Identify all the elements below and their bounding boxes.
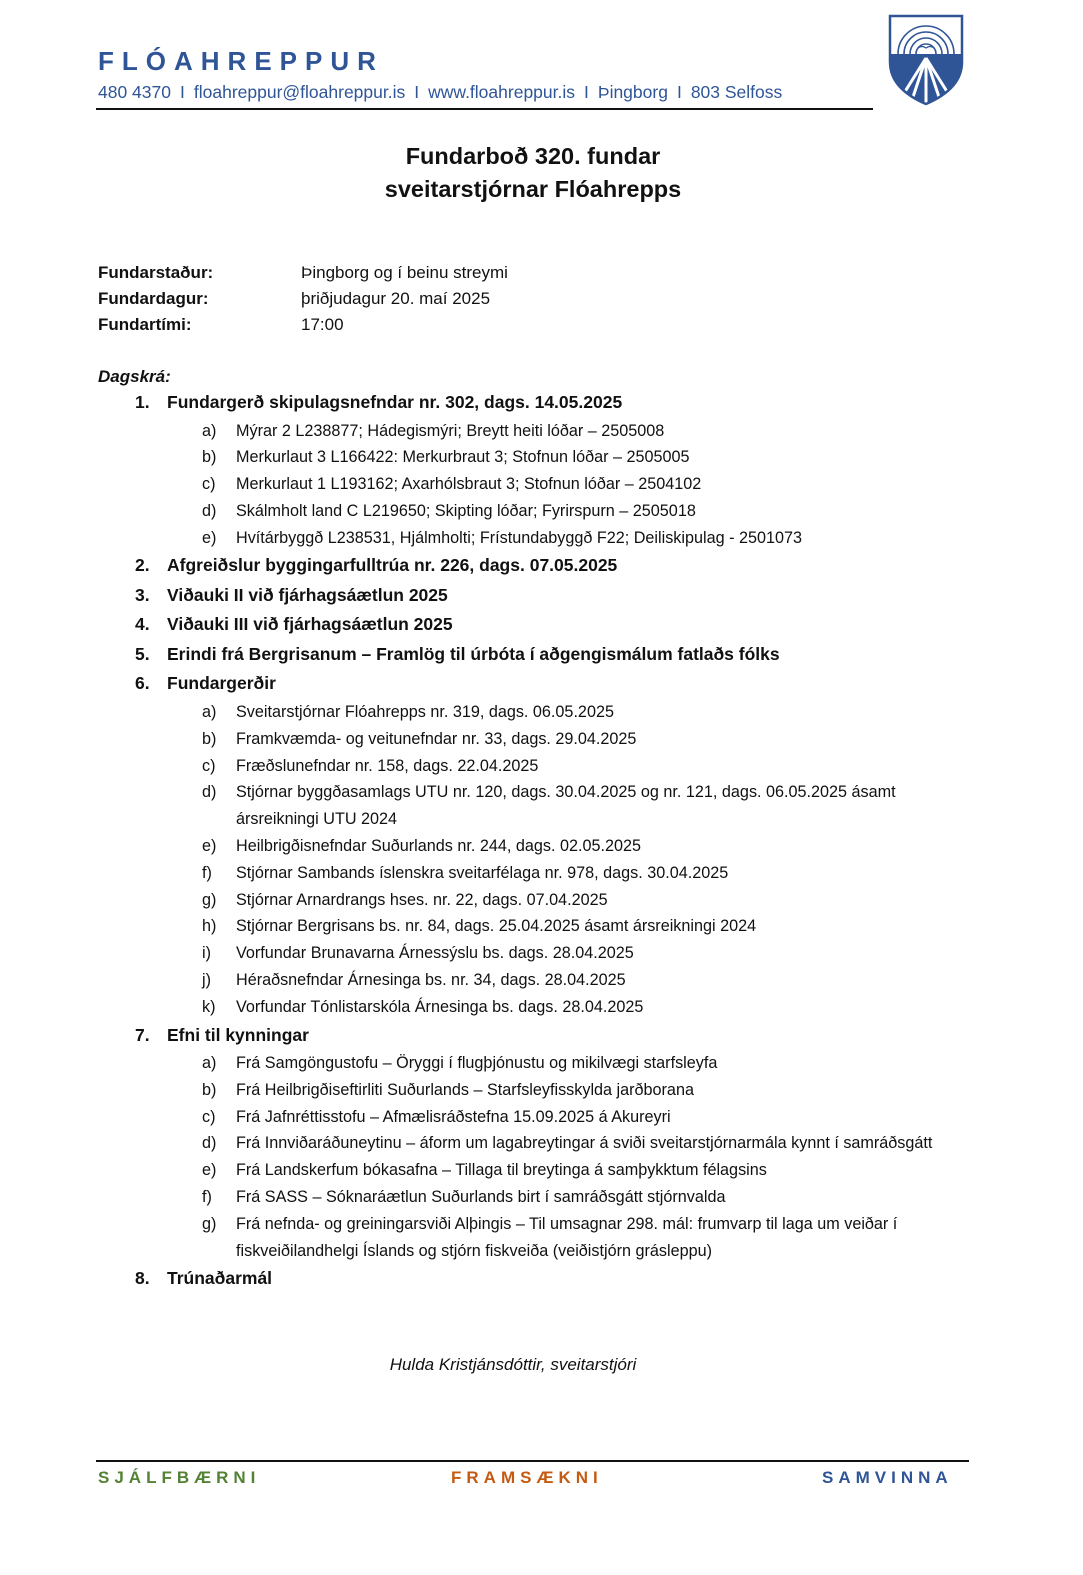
agenda-subitem	[98, 940, 968, 967]
agenda-subitem	[98, 1211, 968, 1265]
meta-label: Fundartími:	[98, 315, 192, 334]
agenda-subitem-text: Frá Samgöngustofu – Öryggi í flugþjónustu og mikilvægi starfsleyfa	[236, 1054, 718, 1073]
agenda-subitem-letter: a)	[202, 702, 217, 721]
agenda-subitem-letter: f)	[202, 1188, 212, 1207]
place: Þingborg	[597, 82, 668, 102]
agenda-subitem	[98, 994, 968, 1021]
meta-label: Fundardagur:	[98, 289, 209, 308]
agenda	[98, 366, 968, 1294]
signature: Hulda Kristjánsdóttir, sveitarstjóri	[389, 1355, 637, 1374]
agenda-subitem	[98, 418, 968, 445]
agenda-item	[98, 1021, 968, 1051]
agenda-item-number-text: 5.	[135, 643, 150, 664]
agenda-subitem-letter: d)	[202, 783, 217, 802]
agenda-subitem-text: Mýrar 2 L238877; Hádegismýri; Breytt heiti lóðar – 2505008	[236, 421, 665, 440]
agenda-subitem-letter: b)	[202, 448, 217, 467]
agenda-subitem-text: Stjórnar byggðasamlags UTU nr. 120, dags. 30.04.2025 og nr. 121, dags. 06.05.2025 ásamt ársreikningi UTU 2024	[236, 783, 896, 829]
agenda-heading: Dagskrá:	[98, 367, 171, 386]
meta-value: Þingborg og í beinu streymi	[301, 263, 508, 282]
agenda-item	[98, 610, 968, 640]
agenda-subitem	[98, 471, 968, 498]
agenda-subitem-letter: e)	[202, 836, 217, 855]
agenda-subitem	[98, 1130, 968, 1157]
separator: I	[584, 82, 589, 102]
agenda-subitem-text: Frá Innviðaráðuneytinu – áform um lagabreytingar á sviði sveitarstjórnarmála kynnt í samráðsgátt	[236, 1134, 933, 1153]
agenda-item-text: Fundargerð skipulagsnefndar nr. 302, dags. 14.05.2025	[167, 392, 623, 412]
agenda-subitem-letter: e)	[202, 1161, 217, 1180]
agenda-item-text: Trúnaðarmál	[167, 1268, 273, 1289]
agenda-subitem-letter: h)	[202, 917, 217, 936]
agenda-item-text: Fundargerðir	[167, 673, 276, 694]
agenda-item-number	[98, 1264, 167, 1294]
agenda-item-number-text: 8.	[135, 1268, 150, 1289]
agenda-subitem-text: Skálmholt land C L219650; Skipting lóðar; Fyrirspurn – 2505018	[236, 501, 696, 520]
agenda-subitem	[98, 1077, 968, 1104]
agenda-subitem-letter: c)	[202, 475, 216, 494]
footer-word-cooperation: SAMVINNA	[822, 1468, 953, 1487]
agenda-subitem-letter: g)	[202, 1214, 217, 1233]
agenda-item-number-text: 3.	[135, 584, 150, 605]
agenda-item-number-text: 4.	[135, 614, 150, 635]
meta-row-location	[98, 260, 508, 286]
header-divider	[96, 108, 873, 110]
agenda-item-number	[98, 1021, 167, 1051]
agenda-subitem	[98, 1157, 968, 1184]
agenda-subitem-letter: j)	[202, 970, 211, 989]
agenda-subitem-text: Frá SASS – Sóknaráætlun Suðurlands birt í samráðsgátt stjórnvalda	[236, 1188, 726, 1207]
separator: I	[180, 82, 185, 102]
agenda-item-number-text: 1.	[135, 392, 150, 412]
agenda-subitem-letter: i)	[202, 944, 211, 963]
agenda-subitem	[98, 967, 968, 994]
agenda-subitem-text: Frá Jafnréttisstofu – Afmælisráðstefna 15.09.2025 á Akureyri	[236, 1107, 671, 1126]
agenda-item	[98, 669, 968, 699]
meta-row-date	[98, 286, 508, 312]
agenda-subitem-text: Héraðsnefndar Árnesinga bs. nr. 34, dags. 28.04.2025	[236, 970, 626, 989]
phone: 480 4370	[98, 82, 171, 102]
agenda-subitem	[98, 860, 968, 887]
agenda-subitem	[98, 1184, 968, 1211]
agenda-subitem-letter: b)	[202, 729, 217, 748]
agenda-subitem	[98, 887, 968, 914]
agenda-item	[98, 581, 968, 611]
separator: I	[676, 82, 682, 102]
agenda-subitem-text: Framkvæmda- og veitunefndar nr. 33, dags. 29.04.2025	[236, 729, 637, 748]
agenda-subitem-letter: b)	[202, 1080, 217, 1099]
agenda-subitem-letter: g)	[202, 890, 217, 909]
agenda-subitem-text: Stjórnar Arnardrangs hses. nr. 22, dags. 07.04.2025	[236, 890, 608, 909]
agenda-item-number	[98, 669, 167, 699]
agenda-item-number	[98, 388, 167, 418]
agenda-item-number	[98, 581, 167, 611]
agenda-item-number-text: 7.	[135, 1024, 150, 1045]
agenda-subitem-letter: c)	[202, 756, 216, 775]
agenda-item-number	[98, 610, 167, 640]
org-name: FLÓAHREPPUR	[98, 46, 384, 76]
agenda-item-text: Viðauki III við fjárhagsáætlun 2025	[167, 614, 453, 635]
agenda-subitem-letter: a)	[202, 1054, 217, 1073]
agenda-subitem-text: Merkurlaut 1 L193162; Axarhólsbraut 3; Stofnun lóðar – 2504102	[236, 475, 702, 494]
letterhead	[98, 44, 873, 105]
agenda-subitem-text: Fræðslunefndar nr. 158, dags. 22.04.2025	[236, 756, 539, 775]
agenda-subitem-text: Vorfundar Tónlistarskóla Árnesinga bs. dags. 28.04.2025	[236, 997, 644, 1016]
agenda-subitem-letter: k)	[202, 997, 216, 1016]
agenda-subitem	[98, 753, 968, 780]
agenda-item-number	[98, 551, 167, 581]
agenda-subitem-text: Merkurlaut 3 L166422: Merkurbraut 3; Stofnun lóðar – 2505005	[236, 448, 690, 467]
meta-value: 17:00	[301, 315, 344, 334]
agenda-item-text: Erindi frá Bergrisanum – Framlög til úrbóta í aðgengismálum fatlaðs fólks	[167, 643, 780, 664]
contact-line	[98, 79, 873, 105]
agenda-subitem	[98, 833, 968, 860]
agenda-subitem	[98, 444, 968, 471]
postcode: 803 Selfoss	[690, 82, 783, 102]
agenda-item-number-text: 6.	[135, 673, 150, 694]
agenda-subitem-text: Frá Landskerfum bókasafna – Tillaga til breytinga á samþykktum félagsins	[236, 1161, 767, 1180]
agenda-item-text: Afgreiðslur byggingarfulltrúa nr. 226, dags. 07.05.2025	[167, 555, 618, 576]
agenda-item	[98, 388, 968, 418]
agenda-subitem-letter: a)	[202, 421, 217, 440]
meta-row-time	[98, 312, 508, 338]
agenda-subitem	[98, 726, 968, 753]
agenda-subitem-text: Frá Heilbrigðiseftirliti Suðurlands – Starfsleyfisskylda jarðborana	[236, 1080, 694, 1099]
footer-word-progress: FRAMSÆKNI	[451, 1468, 603, 1487]
agenda-subitem	[98, 498, 968, 525]
agenda-subitem	[98, 779, 968, 833]
agenda-subitem	[98, 1104, 968, 1131]
agenda-subitem-text: Hvítárbyggð L238531, Hjálmholti; Frístundabyggð F22; Deiliskipulag - 2501073	[236, 528, 802, 547]
coat-of-arms-icon	[888, 14, 964, 106]
meta-value: þriðjudagur 20. maí 2025	[301, 289, 491, 308]
agenda-subitem-letter: c)	[202, 1107, 216, 1126]
agenda-item-number	[98, 640, 167, 670]
footer-divider	[96, 1460, 969, 1462]
agenda-subitem	[98, 1050, 968, 1077]
agenda-subitem-text: Heilbrigðisnefndar Suðurlands nr. 244, dags. 02.05.2025	[236, 836, 641, 855]
agenda-subitem-letter: d)	[202, 1134, 217, 1153]
separator: I	[414, 82, 420, 102]
footer-word-sustainability: SJÁLFBÆRNI	[98, 1468, 261, 1487]
title-line-1: Fundarboð 320. fundar	[405, 143, 661, 169]
agenda-item	[98, 640, 968, 670]
agenda-subitem-letter: e)	[202, 528, 217, 547]
agenda-subitem-text: Stjórnar Bergrisans bs. nr. 84, dags. 25.04.2025 ásamt ársreikningi 2024	[236, 917, 757, 936]
email-link[interactable]: floahreppur@floahreppur.is	[193, 82, 406, 102]
agenda-item-text: Viðauki II við fjárhagsáætlun 2025	[167, 584, 448, 605]
agenda-subitem-letter: f)	[202, 863, 212, 882]
agenda-subitem	[98, 913, 968, 940]
agenda-item-number-text: 2.	[135, 555, 150, 576]
agenda-subitem-letter: d)	[202, 501, 217, 520]
agenda-item	[98, 1264, 968, 1294]
meeting-details	[98, 260, 508, 338]
website-link[interactable]: www.floahreppur.is	[428, 82, 576, 102]
agenda-subitem	[98, 525, 968, 552]
agenda-item	[98, 551, 968, 581]
agenda-subitem	[98, 699, 968, 726]
agenda-list	[98, 388, 968, 1294]
meta-label: Fundarstaður:	[98, 263, 214, 282]
agenda-subitem-text: Sveitarstjórnar Flóahrepps nr. 319, dags. 06.05.2025	[236, 702, 614, 721]
document-title	[0, 140, 1066, 206]
agenda-subitem-text: Vorfundar Brunavarna Árnessýslu bs. dags. 28.04.2025	[236, 944, 634, 963]
agenda-subitem-text: Stjórnar Sambands íslenskra sveitarfélaga nr. 978, dags. 30.04.2025	[236, 863, 729, 882]
agenda-subitem-text: Frá nefnda- og greiningarsviði Alþingis – Til umsagnar 298. mál: frumvarp til laga um veiðar í fiskveiðilandhelgi Íslands og stjórn fiskveiða (veiðistjórn grásleppu)	[236, 1214, 898, 1260]
agenda-item-text: Efni til kynningar	[167, 1024, 309, 1045]
title-line-2: sveitarstjórnar Flóahrepps	[384, 176, 682, 202]
